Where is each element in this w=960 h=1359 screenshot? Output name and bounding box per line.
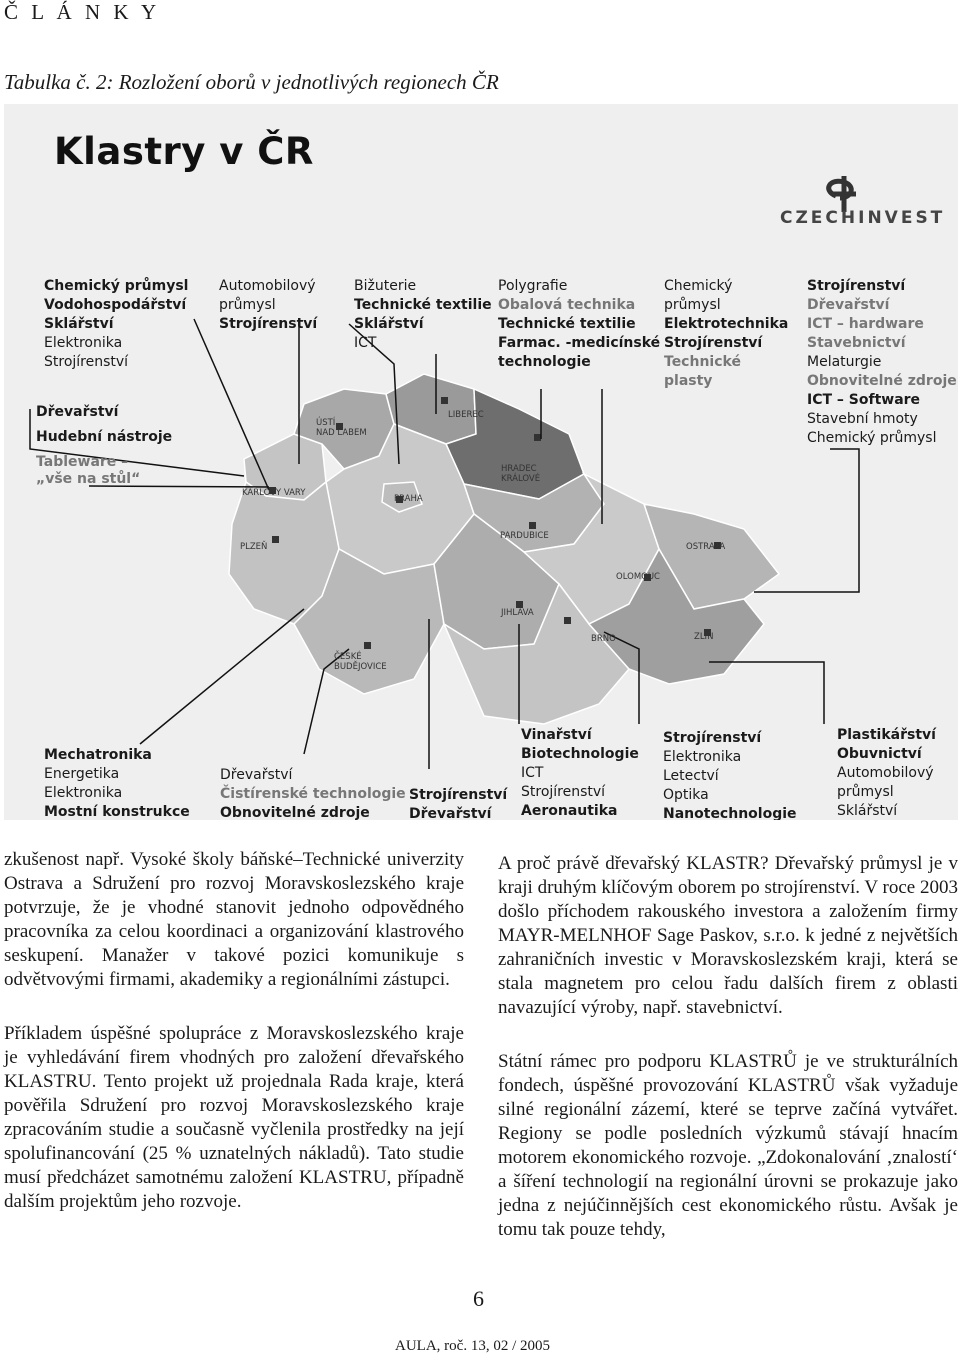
cluster-label: Hudební nástroje bbox=[36, 429, 173, 445]
cluster-label: Elektrotechnika bbox=[664, 316, 789, 332]
cluster-label: Dřevařství bbox=[409, 806, 492, 820]
city-label-olomouc: OLOMOUC bbox=[616, 572, 660, 582]
cluster-label: Aeronautika bbox=[521, 803, 618, 819]
cluster-label: Strojírenství bbox=[44, 354, 129, 370]
label-group-ostrava bbox=[807, 277, 957, 448]
cluster-label: průmysl bbox=[219, 297, 276, 313]
city-label-ostrava: OSTRAVA bbox=[686, 542, 726, 552]
cluster-label: Technické bbox=[664, 354, 741, 370]
cluster-label: Elektronika bbox=[663, 749, 742, 765]
city-label-liberec: LIBEREC bbox=[448, 410, 484, 420]
table-caption: Tabulka č. 2: Rozložení oborů v jednotlivých regionech ČR bbox=[4, 70, 499, 94]
cluster-map-figure bbox=[4, 104, 958, 820]
cluster-label: Dřevařství bbox=[807, 297, 890, 313]
cluster-label: Dřevařství bbox=[36, 404, 119, 420]
cluster-label: Bižuterie bbox=[354, 278, 417, 294]
cluster-label: Farmac. -medicínské bbox=[498, 335, 661, 351]
cluster-label: Strojírenství bbox=[663, 730, 762, 746]
cluster-label: Chemický průmysl bbox=[807, 430, 937, 446]
label-group-budejovice bbox=[220, 766, 406, 820]
cluster-label: Chemický průmysl bbox=[44, 278, 189, 294]
cluster-label: Obnovitelné zdroje bbox=[220, 805, 370, 820]
city-label-brno: BRNO bbox=[591, 634, 616, 644]
city-label-usti: ÚSTÍ NAD LABEM bbox=[316, 418, 367, 438]
cluster-label: průmysl bbox=[664, 297, 721, 313]
label-group-liberec bbox=[354, 277, 492, 353]
cluster-label: Sklářství bbox=[44, 316, 114, 332]
label-group-karlovy-vary-top bbox=[44, 277, 188, 372]
cluster-label: Technické textilie bbox=[498, 316, 636, 332]
cluster-label: Vodohospodářství bbox=[44, 297, 187, 313]
cluster-label: ICT – hardware bbox=[807, 316, 924, 332]
label-group-zlin bbox=[837, 726, 936, 820]
cluster-label: Sklářství bbox=[354, 316, 424, 332]
cluster-label: Dřevařství bbox=[220, 767, 293, 783]
cluster-label: Strojírenství bbox=[807, 278, 906, 294]
cluster-label: plasty bbox=[664, 373, 713, 389]
cluster-label: Biotechnologie bbox=[521, 746, 639, 762]
body-paragraph: A proč právě dřevařský KLASTR? Dřevařský průmysl je v kraji druhým klíčovým oborem po strojírenství. V roce 2003 došlo příchodem rakouského investora a založením firmy MAYR-MELNHOF Sage Paskov, s.r.o. k jedné z největších zahraničních investic v Moravskoslezském kraji, která se stala magnetem pro celou řadu dalších firem z oblasti navazující výroby, např. stavebnictví. bbox=[498, 853, 958, 1018]
cluster-label: průmysl bbox=[837, 784, 894, 800]
cluster-label: Elektronika bbox=[44, 785, 123, 801]
cluster-label: Polygrafie bbox=[498, 278, 568, 294]
cluster-label: Melaturgie bbox=[807, 354, 882, 370]
cluster-label: Plastikářství bbox=[837, 727, 936, 743]
label-group-brno bbox=[521, 726, 639, 820]
cluster-label: Chemický bbox=[664, 278, 733, 294]
cluster-label: Letectví bbox=[663, 768, 719, 784]
cluster-label: Sklářství bbox=[837, 803, 898, 819]
city-label-jihlava: JIHLAVA bbox=[501, 608, 534, 618]
cluster-label: Elektronika bbox=[44, 335, 123, 351]
czechinvest-logo-mark bbox=[829, 176, 856, 212]
cluster-label: Vinařství bbox=[521, 727, 592, 743]
cluster-label: Automobilový bbox=[219, 278, 316, 294]
cluster-label: Obalová technika bbox=[498, 297, 636, 313]
city-label-budejovice: ČESKÉ BUDĚJOVICE bbox=[334, 652, 387, 672]
body-paragraph: Příkladem úspěšné spolupráce z Moravskoslezského kraje je vyhledávání firem vhodných pro založení dřevařského KLASTRU. Tento projekt už projednala Rada kraje, která pověřila Sdružení pro rozvoj Moravskoslezského kraje zpracováním studie a současně vyčlenila prostředky na její spolufinancování (25 % uznatelných nákladů). Tato studie musí předcházet samotnému založení KLASTRU, případně dalším projektům jeho rozvoje. bbox=[4, 1023, 464, 1212]
label-group-hradec bbox=[498, 277, 660, 372]
czechinvest-logo-text: CZECHINVEST bbox=[780, 208, 946, 228]
cluster-label: ICT bbox=[521, 765, 544, 781]
cluster-label: Energetika bbox=[44, 766, 120, 782]
city-label-karlovy-vary: KARLOVY VARY bbox=[242, 488, 306, 498]
city-label-pardubice: PARDUBICE bbox=[500, 531, 549, 541]
cluster-label: ICT – Software bbox=[807, 392, 921, 408]
body-paragraph: Státní rámec pro podporu KLASTRŮ je ve strukturálních fondech, úspěšné provozování KLASTRŮ však vyžaduje silné regionální zázemí, které se teprve začíná vytvářet. Regiony se podle posledních výzkumů stávají hnacím motorem ekonomického rozvoje. „Zdokonalování ‚znalostí‘ a šíření technologií na regionální úrovni se prokazuje jako jedna z nejúčinnějších cest ekonomického růstu. Avšak je tomu tak pouze tehdy, bbox=[498, 1051, 958, 1240]
cluster-label: Obnovitelné zdroje bbox=[807, 373, 957, 389]
cluster-label: Optika bbox=[663, 787, 709, 803]
city-label-zlin: ZLÍN bbox=[694, 632, 714, 642]
journal-footer: AULA, roč. 13, 02 / 2005 bbox=[395, 1338, 550, 1354]
cluster-label: Stavební hmoty bbox=[807, 411, 918, 427]
cluster-label: Nanotechnologie bbox=[663, 806, 797, 820]
label-group-jihlava bbox=[409, 786, 507, 820]
body-right-column bbox=[498, 852, 958, 1272]
cluster-label: Strojírenství bbox=[521, 784, 606, 800]
cluster-label: Strojírenství bbox=[409, 787, 508, 803]
label-group-usti bbox=[219, 277, 317, 334]
cluster-label: technologie bbox=[498, 354, 591, 370]
cluster-label: Tableware – bbox=[36, 454, 129, 470]
cluster-label: Technické textilie bbox=[354, 297, 492, 313]
label-group-karlovy-vary-left bbox=[36, 400, 172, 488]
cluster-label: Automobilový bbox=[837, 765, 934, 781]
cluster-label: Strojírenství bbox=[219, 316, 318, 332]
body-left-column bbox=[4, 848, 464, 1244]
cluster-label: Stavebnictví bbox=[807, 335, 906, 351]
cluster-label: Obuvnictví bbox=[837, 746, 922, 762]
cluster-label: „vše na stůl“ bbox=[36, 471, 141, 487]
page-number: 6 bbox=[473, 1286, 484, 1311]
label-group-olomouc bbox=[663, 729, 797, 820]
city-label-plzen: PLZEŇ bbox=[240, 542, 268, 552]
body-paragraph: zkušenost např. Vysoké školy báňské–Technické univerzity Ostrava a Sdružení pro rozvoj Moravskoslezského kraje potvrzuje, že je vhodné stanovit jednoho odpovědného pracovníka za celou koordinaci a organizování klastrového seskupení. Manažer v takové pozici komunikuje s odvětvovými firmami, akademiky a regionálními zástupci. bbox=[4, 849, 464, 990]
label-group-plzen bbox=[44, 746, 190, 820]
cluster-label: Mechatronika bbox=[44, 747, 152, 763]
label-group-pardubice bbox=[664, 277, 788, 391]
city-label-praha: PRAHA bbox=[394, 494, 423, 504]
section-header: Č L Á N K Y bbox=[4, 0, 161, 24]
cluster-label: Mostní konstrukce bbox=[44, 804, 190, 820]
cluster-label: ICT bbox=[354, 335, 377, 351]
figure-title: Klastry v ČR bbox=[54, 130, 314, 173]
city-label-hradec: HRADEC KRÁLOVÉ bbox=[501, 464, 541, 484]
cluster-label: Strojírenství bbox=[664, 335, 763, 351]
cluster-label: Čistírenské technologie bbox=[220, 786, 406, 802]
